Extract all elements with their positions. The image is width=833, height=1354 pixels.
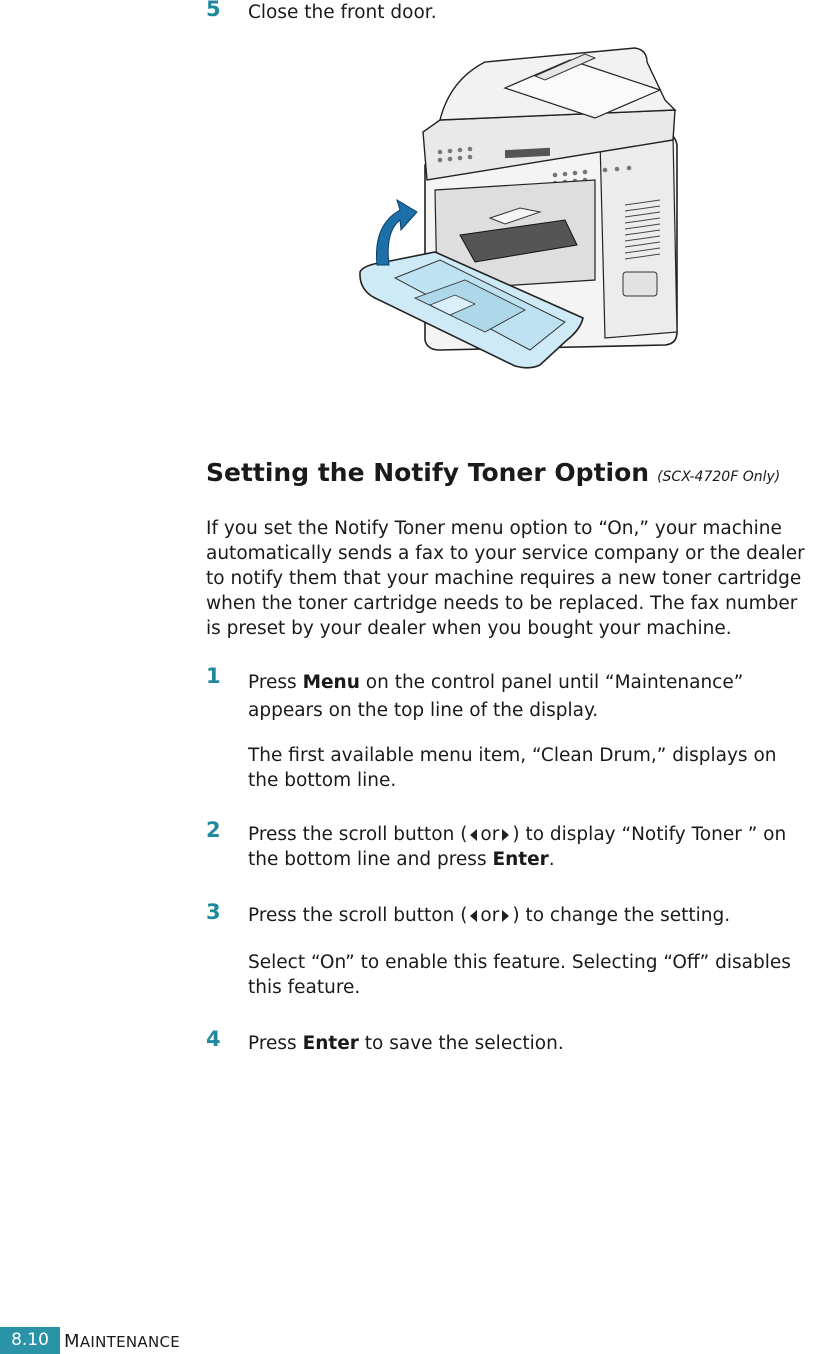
intro-line: is preset by your dealer when you bought your machine. <box>206 618 732 639</box>
scroll-right-icon <box>502 829 509 841</box>
step-2-line-2: the bottom line and press Enter. <box>248 849 555 870</box>
chapter-label: MAINTENANCE <box>64 1331 181 1352</box>
section-subtitle: (SCX-4720F Only) <box>657 469 781 485</box>
enter-key-label: Enter <box>492 849 549 870</box>
intro-paragraph <box>206 516 805 641</box>
printer-illustration <box>355 40 685 375</box>
step-1-number: 1 <box>206 664 221 688</box>
menu-key-label: Menu <box>302 672 360 693</box>
step-5-number: 5 <box>206 0 221 21</box>
step-3-text: Press the scroll button ( or ) to change the setting. <box>248 905 731 926</box>
scroll-right-icon <box>502 910 509 922</box>
intro-line: when the toner cartridge needs to be replaced. The fax number <box>206 593 798 614</box>
page-number: 8.10 <box>0 1327 60 1354</box>
step-1-note: The first available menu item, “Clean Drum,” displays on the bottom line. <box>248 745 777 791</box>
step-2-number: 2 <box>206 818 221 842</box>
step-2-line-1: Press the scroll button ( or ) to display “Notify Toner ” on <box>248 824 787 845</box>
step-1-line-2: appears on the top line of the display. <box>248 700 599 721</box>
step-4-number: 4 <box>206 1027 221 1051</box>
intro-line: to notify them that your machine requires a new toner cartridge <box>206 568 802 589</box>
step-3-number: 3 <box>206 900 221 924</box>
step-2-text <box>248 822 786 872</box>
enter-key-label: Enter <box>302 1033 359 1054</box>
step-1-line-1: Press Menu on the control panel until “Maintenance” <box>248 672 744 693</box>
section-heading <box>206 458 780 487</box>
intro-line: If you set the Notify Toner menu option to “On,” your machine <box>206 518 782 539</box>
step-3-note: Select “On” to enable this feature. Selecting “Off” disables this feature. <box>248 952 791 998</box>
intro-line: automatically sends a fax to your service company or the dealer <box>206 543 805 564</box>
section-title: Setting the Notify Toner Option <box>206 458 650 487</box>
step-1-text <box>248 669 743 725</box>
step-5-text: Close the front door. <box>248 2 437 23</box>
scroll-left-icon <box>470 910 477 922</box>
scroll-left-icon <box>470 829 477 841</box>
step-4-text: Press Enter to save the selection. <box>248 1033 564 1054</box>
